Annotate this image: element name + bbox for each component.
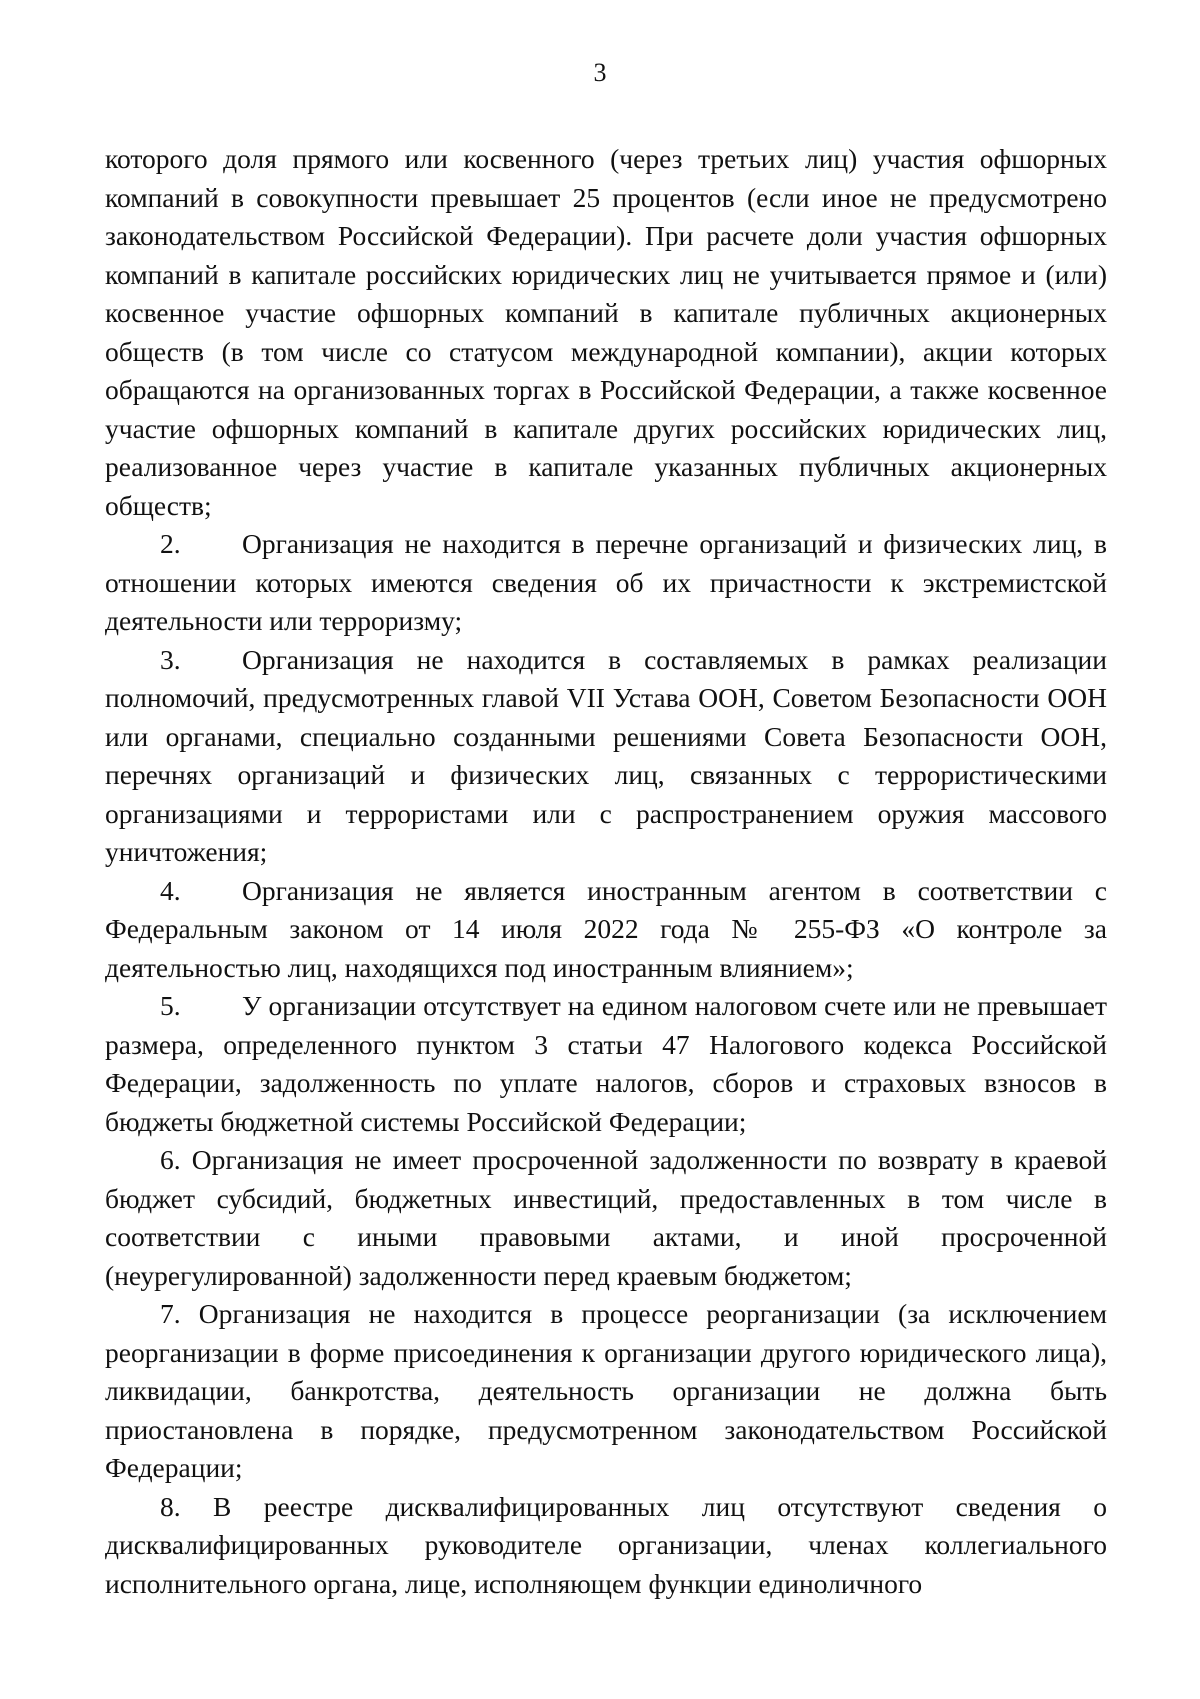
paragraph-item-2 bbox=[105, 525, 1107, 641]
paragraph-text: У организации отсутствует на едином налоговом счете или не превышает размера, определенного пунктом 3 статьи 47 Налогового кодекса Российской Федерации, задолженность по уплате налогов, сборов и страховых взносов в бюджеты бюджетной системы Российской Федерации; bbox=[105, 990, 1107, 1137]
paragraph-text: Организация не находится в составляемых в рамках реализации полномочий, предусмотренных главой VII Устава ООН, Советом Безопасности ООН или органами, специально созданными решениями Совета Безопасности ООН, перечнях организаций и физических лиц, связанных с террористическими организациями и террористами или с распространением оружия массового уничтожения; bbox=[105, 643, 1107, 867]
paragraph-item-3 bbox=[105, 641, 1107, 872]
item-number: 3. bbox=[160, 643, 181, 675]
item-number: 2. bbox=[160, 528, 181, 559]
document-body bbox=[105, 140, 1107, 1603]
paragraph-text: Организация не находится в перечне организаций и физических лиц, в отношении которых имеются сведения об их причастности к экстремистской деятельности или терроризму; bbox=[105, 528, 1107, 636]
item-number: 5. bbox=[160, 990, 181, 1021]
paragraph-continuation: которого доля прямого или косвенного (через третьих лиц) участия офшорных компаний в совокупности превышает 25 процентов (если иное не предусмотрено законодательством Российской Федерации). При расчете доли участия офшорных компаний в капитале российских юридических лиц не учитывается прямое и (или) косвенное участие офшорных компаний в капитале публичных акционерных обществ (в том числе со статусом международной компании), акции которых обращаются на организованных торгах в Российской Федерации, а также косвенное участие офшорных компаний в капитале других российских юридических лиц, реализованное через участие в капитале указанных публичных акционерных обществ; bbox=[105, 143, 1107, 521]
item-number: 4. bbox=[160, 874, 181, 906]
paragraph-item-8: 8. В реестре дисквалифицированных лиц отсутствуют сведения о дисквалифицированных руководителе организации, членах коллегиального исполнительного органа, лице, исполняющем функции единоличного bbox=[105, 1490, 1107, 1599]
paragraph-item-7: 7. Организация не находится в процессе реорганизации (за исключением реорганизации в форме присоединения к организации другого юридического лица), ликвидации, банкротства, деятельность организации не должна быть приостановлена в порядке, предусмотренном законодательством Российской Федерации; bbox=[105, 1298, 1107, 1483]
paragraph-item-6: 6. Организация не имеет просроченной задолженности по возврату в краевой бюджет субсидий, бюджетных инвестиций, предоставленных в том числе в соответствии с иными правовыми актами, и иной просроченной (неурегулированной) задолженности перед краевым бюджетом; bbox=[105, 1144, 1107, 1291]
page-number: 3 bbox=[593, 58, 607, 87]
paragraph-item-4 bbox=[105, 872, 1107, 988]
paragraph-item-5 bbox=[105, 987, 1107, 1141]
paragraph-text: Организация не является иностранным агентом в соответствии с Федеральным законом от 14 июля 2022 года № 255-ФЗ «О контроле за деятельностью лиц, находящихся под иностранным влиянием»; bbox=[105, 874, 1107, 983]
